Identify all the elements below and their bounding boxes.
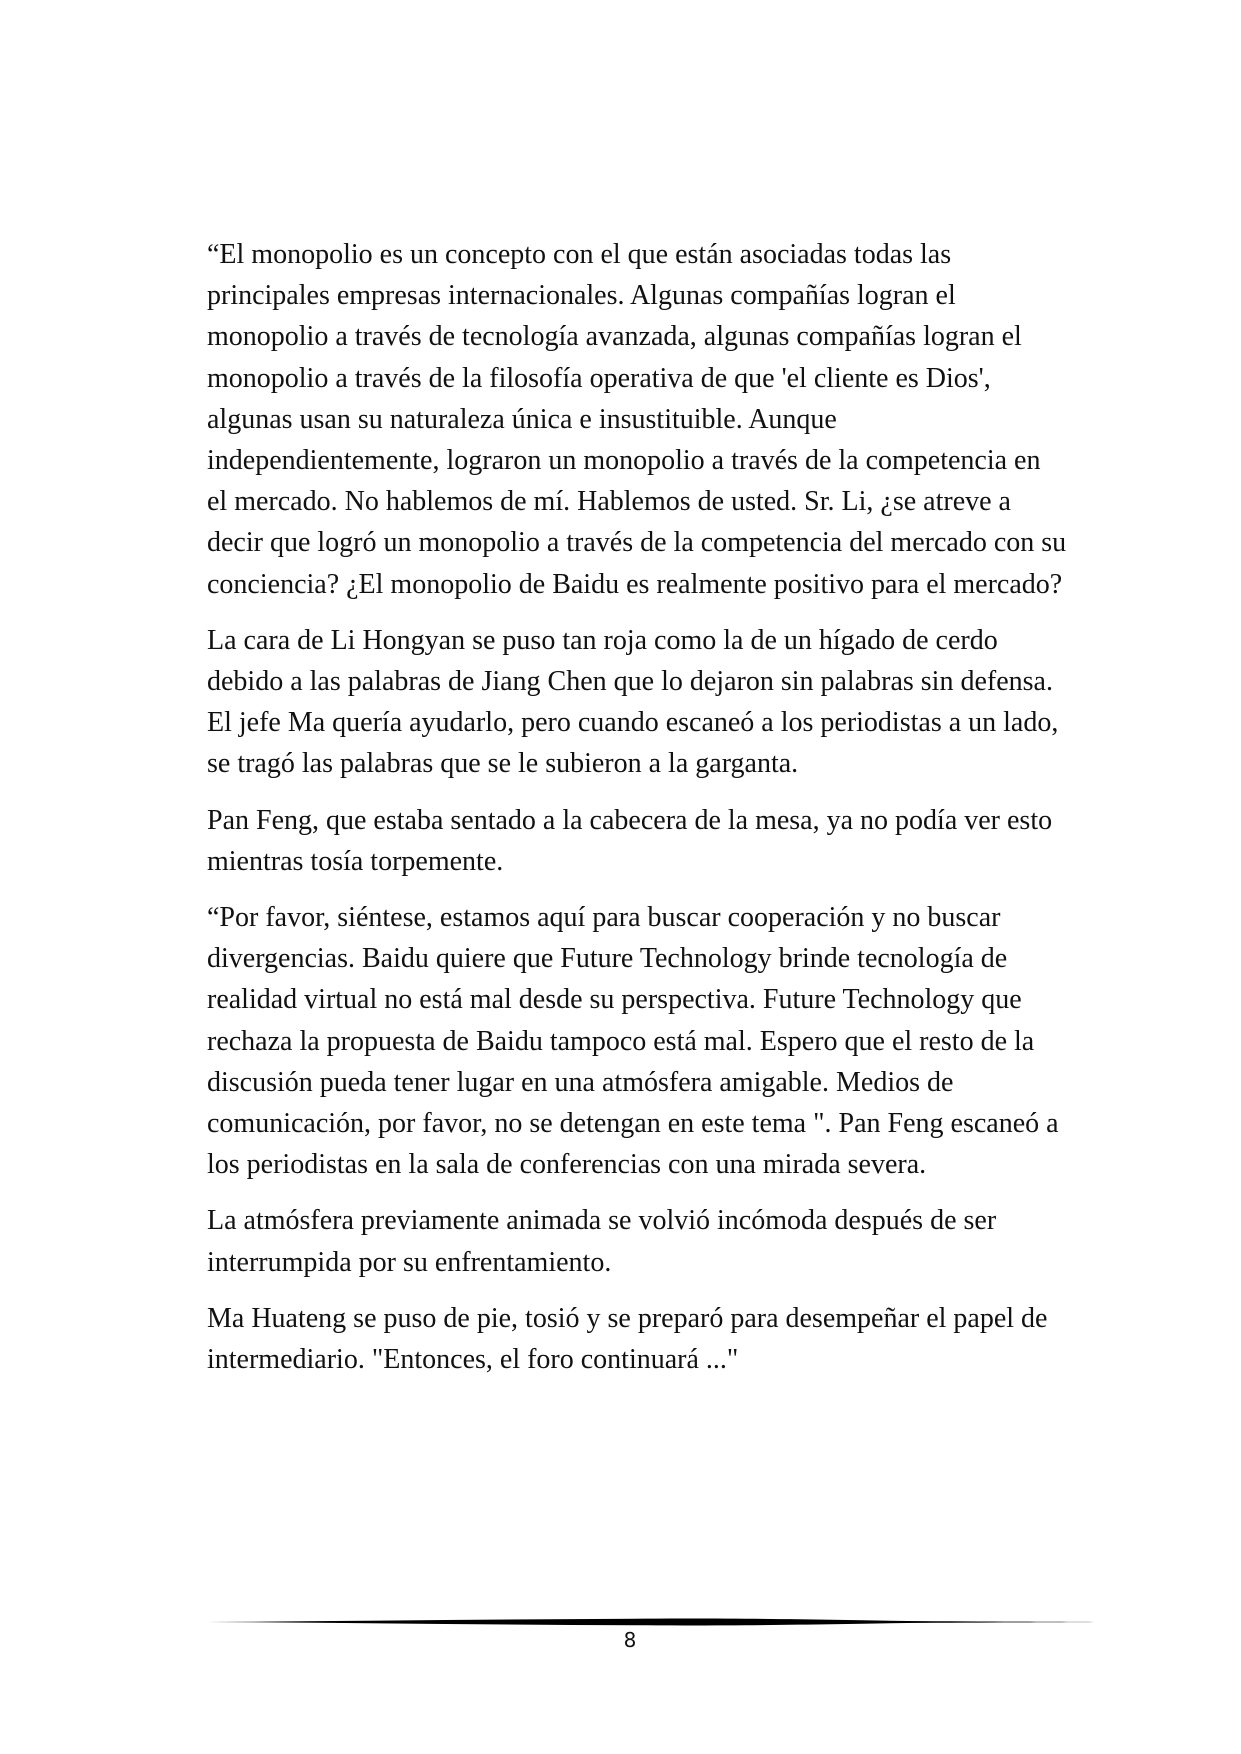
footer-divider-stroke [207, 1619, 1107, 1626]
paragraph-1: “El monopolio es un concepto con el que están asociadas todas las principales empresas internacionales. Algunas compañías logran el monopolio a través de tecnología avanzada, algunas compañías logran el monopolio a través de la filosofía operativa de que 'el cliente es Dios', algunas usan su naturaleza única e insustituible. Aunque independientemente, lograron un monopolio a través de la competencia en el mercado. No hablemos de mí. Hablemos de usted. Sr. Li, ¿se atreve a decir que logró un monopolio a través de la competencia del mercado con su conciencia? ¿El monopolio de Baidu es realmente positivo para el mercado? [207, 239, 1067, 600]
paragraph-6: Ma Huateng se puso de pie, tosió y se preparó para desempeñar el papel de intermediario. "Entonces, el foro continuará ..." [207, 1302, 1048, 1376]
paragraph-4: “Por favor, siéntese, estamos aquí para buscar cooperación y no buscar divergencias. Baidu quiere que Future Technology brinde tecnología de realidad virtual no está mal desde su perspectiva. Future Technology que rechaza la propuesta de Baidu tampoco está mal. Espero que el resto de la discusión pueda tener lugar en una atmósfera amigable. Medios de comunicación, por favor, no se detengan en este tema ". Pan Feng escaneó a los periodistas en la sala de conferencias con una mirada severa. [207, 902, 1059, 1181]
paragraph-2: La cara de Li Hongyan se puso tan roja como la de un hígado de cerdo debido a las palabras de Jiang Chen que lo dejaron sin palabras sin defensa. El jefe Ma quería ayudarlo, pero cuando escaneó a los periodistas a un lado, se tragó las palabras que se le subieron a la garganta. [207, 624, 1059, 780]
document-body [207, 234, 1067, 1395]
page-number: 8 [623, 1628, 637, 1652]
paragraph-3: Pan Feng, que estaba sentado a la cabecera de la mesa, ya no podía ver esto mientras tosía torpemente. [207, 804, 1053, 877]
paragraph-5: La atmósfera previamente animada se volvió incómoda después de ser interrumpida por su enfrentamiento. [207, 1205, 997, 1278]
